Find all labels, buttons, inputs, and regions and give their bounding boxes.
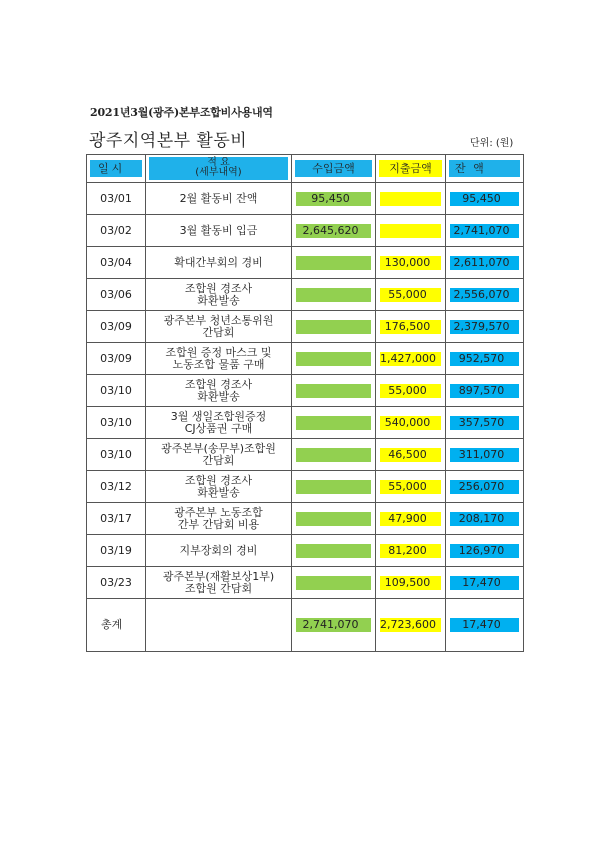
description-line: CJ상품권 구매 xyxy=(184,421,253,435)
expense-value: 55,000 xyxy=(380,288,441,302)
description-line: 2월 활동비 잔액 xyxy=(179,191,258,205)
income-value xyxy=(296,512,371,526)
table-row xyxy=(87,279,524,311)
total-income-value: 2,741,070 xyxy=(296,618,371,632)
date-cell: 03/10 xyxy=(87,375,146,407)
description-cell xyxy=(146,311,292,343)
description-line: 화환발송 xyxy=(197,389,240,403)
income-cell xyxy=(292,247,376,279)
income-cell xyxy=(292,471,376,503)
income-cell xyxy=(292,535,376,567)
expense-value: 540,000 xyxy=(380,416,441,430)
unit-label: 단위: (원) xyxy=(470,138,514,149)
income-value xyxy=(296,288,371,302)
balance-value: 17,470 xyxy=(450,576,519,590)
description-line: 광주본부 노동조합 xyxy=(174,505,263,519)
balance-cell xyxy=(446,311,524,343)
header-desc-line1: 적 요 xyxy=(207,157,230,168)
balance-cell xyxy=(446,375,524,407)
date-cell: 03/01 xyxy=(87,183,146,215)
date-cell: 03/04 xyxy=(87,247,146,279)
balance-cell xyxy=(446,407,524,439)
description-cell xyxy=(146,343,292,375)
income-cell xyxy=(292,375,376,407)
table-row xyxy=(87,183,524,215)
expense-cell xyxy=(376,439,446,471)
balance-value: 897,570 xyxy=(450,384,519,398)
total-row xyxy=(87,599,524,652)
date-cell: 03/23 xyxy=(87,567,146,599)
expense-cell xyxy=(376,215,446,247)
description-cell xyxy=(146,535,292,567)
income-value xyxy=(296,320,371,334)
income-value xyxy=(296,576,371,590)
income-value xyxy=(296,384,371,398)
description-cell xyxy=(146,215,292,247)
table-row xyxy=(87,247,524,279)
description-cell xyxy=(146,471,292,503)
date-cell: 03/09 xyxy=(87,311,146,343)
date-cell: 03/02 xyxy=(87,215,146,247)
date-cell: 03/12 xyxy=(87,471,146,503)
total-expense-value: 2,723,600 xyxy=(380,618,441,632)
expense-value xyxy=(380,224,441,238)
date-cell: 03/10 xyxy=(87,407,146,439)
date-cell: 03/06 xyxy=(87,279,146,311)
description-line: 3월 활동비 입금 xyxy=(179,223,258,237)
income-cell xyxy=(292,215,376,247)
total-balance-cell xyxy=(446,599,524,652)
table-row xyxy=(87,503,524,535)
description-cell xyxy=(146,279,292,311)
expense-value: 55,000 xyxy=(380,384,441,398)
expense-cell xyxy=(376,279,446,311)
total-expense-cell xyxy=(376,599,446,652)
income-cell xyxy=(292,311,376,343)
table-row xyxy=(87,439,524,471)
description-cell xyxy=(146,183,292,215)
description-line: 간담회 xyxy=(202,325,235,339)
header-desc xyxy=(149,157,288,180)
expense-value: 1,427,000 xyxy=(380,352,441,366)
table-row xyxy=(87,375,524,407)
description-line: 노동조합 물품 구매 xyxy=(172,357,265,371)
description-line: 조합원 간담회 xyxy=(184,581,253,595)
income-cell xyxy=(292,279,376,311)
expense-value: 55,000 xyxy=(380,480,441,494)
expense-cell xyxy=(376,375,446,407)
income-cell xyxy=(292,503,376,535)
header-date: 일시 xyxy=(90,160,142,177)
expense-cell xyxy=(376,567,446,599)
header-row xyxy=(87,155,524,183)
balance-value: 256,070 xyxy=(450,480,519,494)
income-cell xyxy=(292,183,376,215)
balance-value: 2,611,070 xyxy=(450,256,519,270)
description-line: 광주본부(재활보상1부) xyxy=(162,569,275,583)
description-cell xyxy=(146,503,292,535)
description-cell xyxy=(146,407,292,439)
income-cell xyxy=(292,567,376,599)
balance-cell xyxy=(446,183,524,215)
date-cell: 03/09 xyxy=(87,343,146,375)
income-value xyxy=(296,352,371,366)
table-row xyxy=(87,407,524,439)
description-line: 화환발송 xyxy=(197,293,240,307)
table-row xyxy=(87,311,524,343)
document-title: 2021년3월(광주)본부조합비사용내역 xyxy=(90,106,273,119)
income-cell xyxy=(292,439,376,471)
table-row xyxy=(87,215,524,247)
date-cell: 03/17 xyxy=(87,503,146,535)
table-row xyxy=(87,567,524,599)
table-row xyxy=(87,471,524,503)
description-cell xyxy=(146,247,292,279)
expense-cell xyxy=(376,535,446,567)
table-row xyxy=(87,535,524,567)
balance-value: 95,450 xyxy=(450,192,519,206)
income-value xyxy=(296,416,371,430)
date-cell: 03/10 xyxy=(87,439,146,471)
description-line: 조합원 경조사 xyxy=(184,473,253,487)
balance-cell xyxy=(446,503,524,535)
income-value xyxy=(296,448,371,462)
expense-cell xyxy=(376,247,446,279)
income-cell xyxy=(292,343,376,375)
balance-value: 2,556,070 xyxy=(450,288,519,302)
description-line: 광주본부 청년소통위원 xyxy=(163,313,274,327)
income-value xyxy=(296,544,371,558)
description-cell xyxy=(146,567,292,599)
description-line: 조합원 경조사 xyxy=(184,377,253,391)
total-desc-cell xyxy=(146,599,292,652)
description-line: 3월 생일조합원증정 xyxy=(170,409,267,423)
date-cell: 03/19 xyxy=(87,535,146,567)
description-line: 간담회 xyxy=(202,453,235,467)
expense-value: 130,000 xyxy=(380,256,441,270)
header-date-cell xyxy=(87,155,146,183)
expense-cell xyxy=(376,311,446,343)
header-desc-cell xyxy=(146,155,292,183)
balance-value: 357,570 xyxy=(450,416,519,430)
header-balance-cell xyxy=(446,155,524,183)
header-desc-line2: (세부내역) xyxy=(195,167,242,178)
balance-value: 126,970 xyxy=(450,544,519,558)
header-expense: 지출금액 xyxy=(379,160,442,177)
expense-cell xyxy=(376,503,446,535)
balance-cell xyxy=(446,215,524,247)
header-expense-cell xyxy=(376,155,446,183)
balance-cell xyxy=(446,279,524,311)
header-income-cell xyxy=(292,155,376,183)
description-line: 확대간부회의 경비 xyxy=(174,255,263,269)
expense-value: 109,500 xyxy=(380,576,441,590)
description-line: 화환발송 xyxy=(197,485,240,499)
header-balance: 잔 액 xyxy=(449,160,520,177)
header-income: 수입금액 xyxy=(295,160,372,177)
description-line: 조합원 경조사 xyxy=(184,281,253,295)
total-label: 총계 xyxy=(87,599,146,652)
description-cell xyxy=(146,375,292,407)
balance-value: 2,379,570 xyxy=(450,320,519,334)
description-cell xyxy=(146,439,292,471)
table-row xyxy=(87,343,524,375)
total-income-cell xyxy=(292,599,376,652)
description-line: 광주본부(송무부)조합원 xyxy=(161,441,276,455)
description-line: 간부 간담회 비용 xyxy=(177,517,260,531)
expense-value: 81,200 xyxy=(380,544,441,558)
expense-value: 46,500 xyxy=(380,448,441,462)
expense-value: 176,500 xyxy=(380,320,441,334)
expense-value: 47,900 xyxy=(380,512,441,526)
income-value xyxy=(296,256,371,270)
balance-cell xyxy=(446,567,524,599)
section-title: 광주지역본부 활동비 xyxy=(89,131,248,151)
total-balance-value: 17,470 xyxy=(450,618,519,632)
balance-cell xyxy=(446,439,524,471)
income-value: 95,450 xyxy=(296,192,371,206)
expense-value xyxy=(380,192,441,206)
balance-value: 2,741,070 xyxy=(450,224,519,238)
balance-cell xyxy=(446,343,524,375)
balance-cell xyxy=(446,471,524,503)
income-value xyxy=(296,480,371,494)
description-line: 지부장회의 경비 xyxy=(179,543,258,557)
balance-value: 952,570 xyxy=(450,352,519,366)
balance-value: 208,170 xyxy=(450,512,519,526)
balance-cell xyxy=(446,535,524,567)
expense-cell xyxy=(376,343,446,375)
balance-cell xyxy=(446,247,524,279)
balance-value: 311,070 xyxy=(450,448,519,462)
description-line: 조합원 증정 마스크 및 xyxy=(165,345,272,359)
expense-cell xyxy=(376,407,446,439)
income-value: 2,645,620 xyxy=(296,224,371,238)
expense-cell xyxy=(376,183,446,215)
expense-cell xyxy=(376,471,446,503)
ledger-table xyxy=(86,154,524,652)
income-cell xyxy=(292,407,376,439)
